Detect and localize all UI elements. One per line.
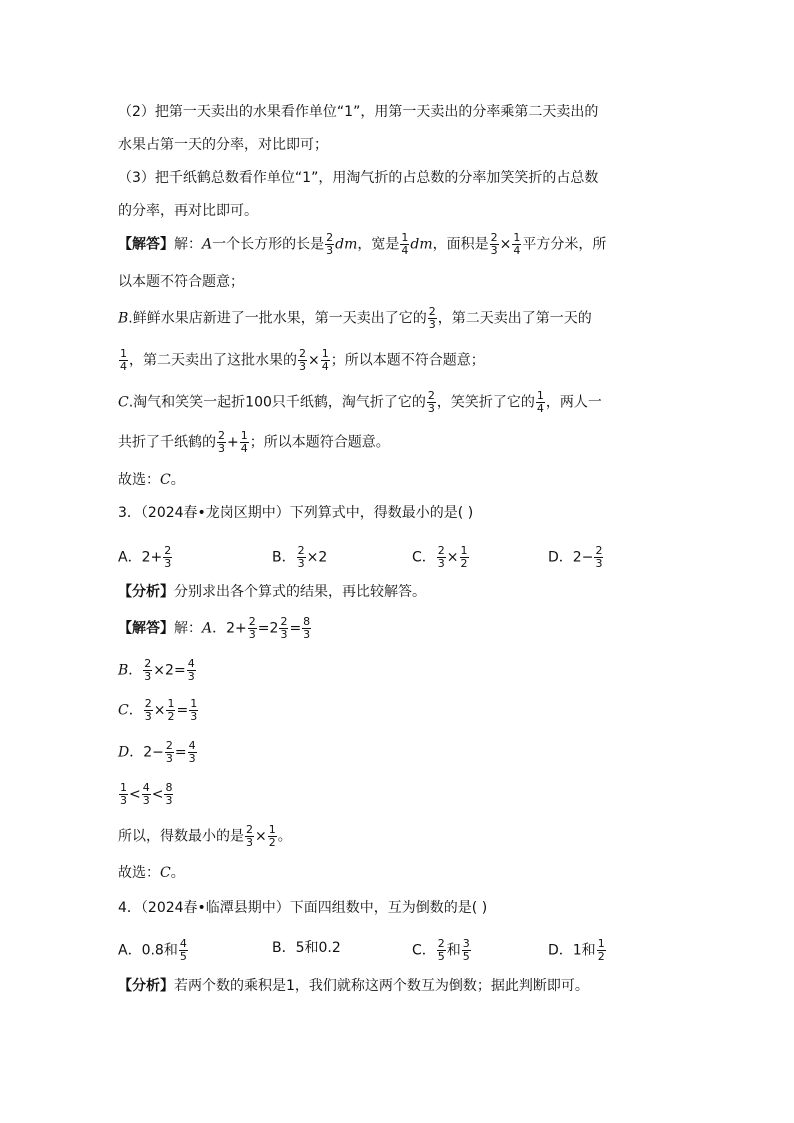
q4-option-b: B．5和0.2 bbox=[272, 940, 341, 956]
text-line: 故选：C。 bbox=[118, 472, 185, 488]
text-line: 共折了千纸鹤的 $\frac{2}{3}$ + $\frac{1}{4}$ ；所以本题符合题意。 bbox=[118, 429, 390, 455]
q4-option-c: C． $\frac{2}{5}$ 和 $\frac{3}{5}$ bbox=[412, 937, 470, 963]
option-a: A．2+ $\frac{2}{3}$ bbox=[118, 544, 172, 570]
text-line: 的分率，再对比即可。 bbox=[118, 203, 258, 219]
fraction: $\frac{2}{3}$ bbox=[299, 347, 306, 373]
answer-c: C． $\frac{2}{3}$ × $\frac{1}{2}$ = $\frac{1}{3}$ bbox=[118, 697, 198, 723]
question-3: 3．（2024春•龙岗区期中）下列算式中，得数最小的是( ) bbox=[118, 505, 474, 521]
text-line: B.鲜鲜水果店新进了一批水果，第一天卖出了它的 $\frac{2}{3}$ ，第二天卖出了第一天的 bbox=[118, 305, 592, 331]
option-c: C． $\frac{2}{3}$ × $\frac{1}{2}$ bbox=[412, 544, 468, 570]
option-d: D．2− $\frac{2}{3}$ bbox=[548, 544, 603, 570]
conclusion: 所以，得数最小的是 $\frac{2}{3}$ × $\frac{1}{2}$ 。 bbox=[118, 823, 292, 849]
text-line: 以本题不符合题意； bbox=[118, 274, 244, 290]
fraction: $\frac{1}{4}$ bbox=[240, 429, 248, 455]
text-line: （3）把千纸鹤总数看作单位“1”，用淘气折的占总数的分率加笑笑折的占总数 bbox=[118, 170, 599, 186]
selection: 故选：C。 bbox=[118, 865, 185, 881]
answer-b: B． $\frac{2}{3}$ ×2= $\frac{4}{3}$ bbox=[118, 657, 195, 683]
text-line: C.淘气和笑笑一起折100只千纸鹤，淘气折了它的 $\frac{2}{3}$ ，笑笑折了它的 $\frac{1}{4}$ ，两人一 bbox=[118, 389, 602, 415]
fraction: $\frac{2}{3}$ bbox=[428, 305, 436, 331]
text-line: （2）把第一天卖出的水果看作单位“1”，用第一天卖出的分率乘第二天卖出的 bbox=[118, 104, 599, 120]
answer-line: 【解答】解：A一个长方形的长是 $\frac{2}{3}$ dm，宽是 $\frac{1}{4}$ dm，面积是 $\frac{2}{3}$ × $\frac{1}{4}$ 平方分米，所 bbox=[118, 231, 607, 257]
fraction: $\frac{1}{4}$ bbox=[321, 347, 329, 373]
text-line: 水果占第一天的分率，对比即可； bbox=[118, 137, 328, 153]
fraction: $\frac{2}{3}$ bbox=[326, 231, 334, 257]
q4-option-d: D．1和 $\frac{1}{2}$ bbox=[548, 937, 605, 963]
analysis: 【分析】分别求出各个算式的结果，再比较解答。 bbox=[118, 584, 426, 600]
q4-option-a: A．0.8和 $\frac{4}{5}$ bbox=[118, 937, 187, 963]
fraction: $\frac{1}{4}$ bbox=[401, 231, 409, 257]
fraction: $\frac{2}{3}$ bbox=[490, 231, 498, 257]
comparison: $\frac{1}{3}$ < $\frac{4}{3}$ < $\frac{8}{3}$ bbox=[120, 781, 173, 807]
question-4: 4．（2024春•临潭县期中）下面四组数中，互为倒数的是( ) bbox=[118, 900, 488, 916]
fraction: $\frac{2}{3}$ bbox=[427, 389, 435, 415]
fraction: $\frac{1}{4}$ bbox=[536, 389, 544, 415]
text-line: $\frac{1}{4}$ ，第二天卖出了这批水果的 $\frac{2}{3}$ × $\frac{1}{4}$ ；所以本题不符合题意； bbox=[120, 347, 485, 373]
answer-d: D．2− $\frac{2}{3}$ = $\frac{4}{3}$ bbox=[118, 739, 196, 765]
fraction: $\frac{2}{3}$ bbox=[218, 429, 225, 455]
fraction: $\frac{1}{4}$ bbox=[513, 231, 521, 257]
answer-a: 【解答】解：A．2+ $\frac{2}{3}$ =2 $\frac{2}{3}$ = $\frac{8}{3}$ bbox=[118, 615, 311, 641]
option-b: B． $\frac{2}{3}$ ×2 bbox=[272, 544, 328, 570]
fraction: $\frac{1}{4}$ bbox=[120, 347, 127, 373]
analysis-4: 【分析】若两个数的乘积是1，我们就称这两个数互为倒数；据此判断即可。 bbox=[118, 978, 589, 994]
